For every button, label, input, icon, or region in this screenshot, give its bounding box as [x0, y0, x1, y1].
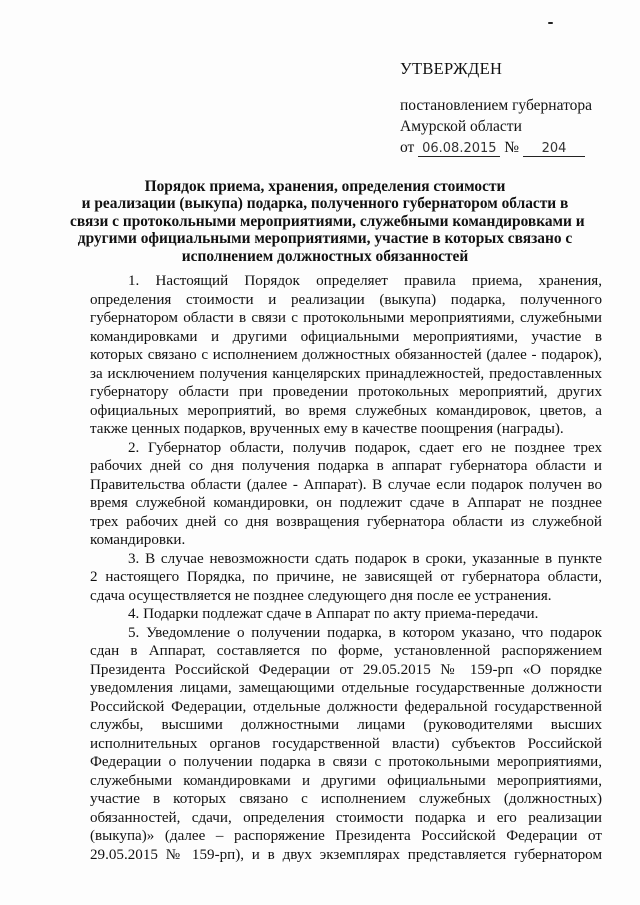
- body-line: (выкупа)» (далее – распоряжение Президента Российской Федерации от: [90, 828, 602, 844]
- body-line: время служебной командировки, он подлежит сдаче в Аппарат не позднее: [90, 495, 602, 511]
- body-line: определения стоимости и реализации (выкупа) подарка, полученного: [90, 291, 602, 308]
- body-line: 1. Настоящий Порядок определяет правила приема, хранения,: [128, 273, 602, 289]
- body-line: рабочих дней со дня получения подарка в аппарат губернатора области и: [90, 458, 602, 474]
- body-line: сдача осуществляется не позднее следующего дня после ее устранения.: [90, 587, 552, 604]
- approval-stamp: [400, 58, 620, 158]
- title-line: Порядок приема, хранения, определения стоимости: [144, 178, 506, 195]
- number-sign: №: [504, 139, 519, 156]
- body-line: которых связано с исполнением должностных обязанностей (далее - подарок),: [90, 347, 602, 363]
- approval-line-1: постановлением губернатора: [400, 97, 593, 114]
- body-line: обязанностей, сдачи, определения стоимости подарка и его реализации: [90, 809, 602, 826]
- body-line: Президента Российской Федерации от 29.05.2015 № 159-рп «О порядке: [90, 661, 602, 678]
- approval-date-line: [400, 137, 620, 158]
- body-line: командировки.: [90, 532, 186, 548]
- approval-line-2: Амурской области: [400, 118, 522, 135]
- body-line: официальных мероприятий, во время служебных командировок, цветов, а: [90, 402, 602, 419]
- body-line: службы, высшими должностными лицами (руководителями высших: [90, 717, 602, 733]
- approval-title: УТВЕРЖДЕН: [400, 59, 503, 78]
- body-line: губернатору области при проведении протокольных мероприятий, других: [90, 384, 602, 400]
- body-line: служебными командировками и другими официальными мероприятиями,: [90, 772, 602, 789]
- document-body: [90, 272, 602, 864]
- body-line: также ценных подарков, врученных ему в качестве поощрения (награды).: [90, 421, 564, 437]
- body-line: Российской Федерации, отдельные должности федеральной государственной: [90, 698, 602, 715]
- body-line: 4. Подарки подлежат сдаче в Аппарат по акту приема-передачи.: [128, 606, 539, 622]
- body-line: Федерации о получении подарка в связи с протокольными мероприятиями,: [90, 754, 602, 770]
- document-title: [70, 178, 585, 265]
- body-line: трех рабочих дней со дня возвращения губернатора области из служебной: [90, 513, 602, 530]
- body-line: 2 настоящего Порядка, по причине, не зависящей от губернатора области,: [90, 569, 602, 585]
- body-line: за исключением получения канцелярских принадлежностей, предоставленных: [90, 365, 602, 382]
- title-line: другими официальными мероприятиями, участие в которых связано с: [77, 230, 573, 248]
- body-line: 3. В случае невозможности сдать подарок в сроки, указанные в пункте: [128, 550, 602, 567]
- body-line: уведомления лицами, замещающими отдельные государственные должности: [90, 680, 602, 696]
- body-line: сдан в Аппарат, составляется по форме, установленной распоряжением: [90, 643, 602, 659]
- body-line: Правительства области (далее - Аппарат). В случае если подарок получен во: [90, 476, 602, 493]
- body-line: участие в которых связано с исполнением служебных (должностных): [90, 791, 602, 807]
- body-line: 2. Губернатор области, получив подарок, сдает его не позднее трех: [128, 439, 602, 456]
- title-line: связи с протокольными мероприятиями, служебными командировками и: [70, 212, 585, 230]
- handwritten-number: 204: [523, 141, 585, 157]
- body-line: командировками и другими официальными мероприятиями, участие в: [90, 328, 602, 345]
- date-prefix: от: [400, 139, 415, 156]
- title-line: исполнением должностных обязанностей: [181, 247, 469, 265]
- scan-speck: [548, 22, 553, 24]
- body-line: 5. Уведомление о получении подарка, в котором указано, что подарок: [128, 624, 602, 641]
- title-line: и реализации (выкупа) подарка, полученного губернатором области в: [81, 195, 569, 213]
- body-line: 29.05.2015 № 159-рп), и в двух экземплярах представляется губернатором: [90, 846, 602, 863]
- body-line: исполнительных органов государственной власти) субъектов Российской: [90, 735, 602, 752]
- handwritten-date: 06.08.2015: [418, 141, 500, 157]
- body-line: губернатором области в связи с протокольными мероприятиями, служебными: [90, 310, 602, 326]
